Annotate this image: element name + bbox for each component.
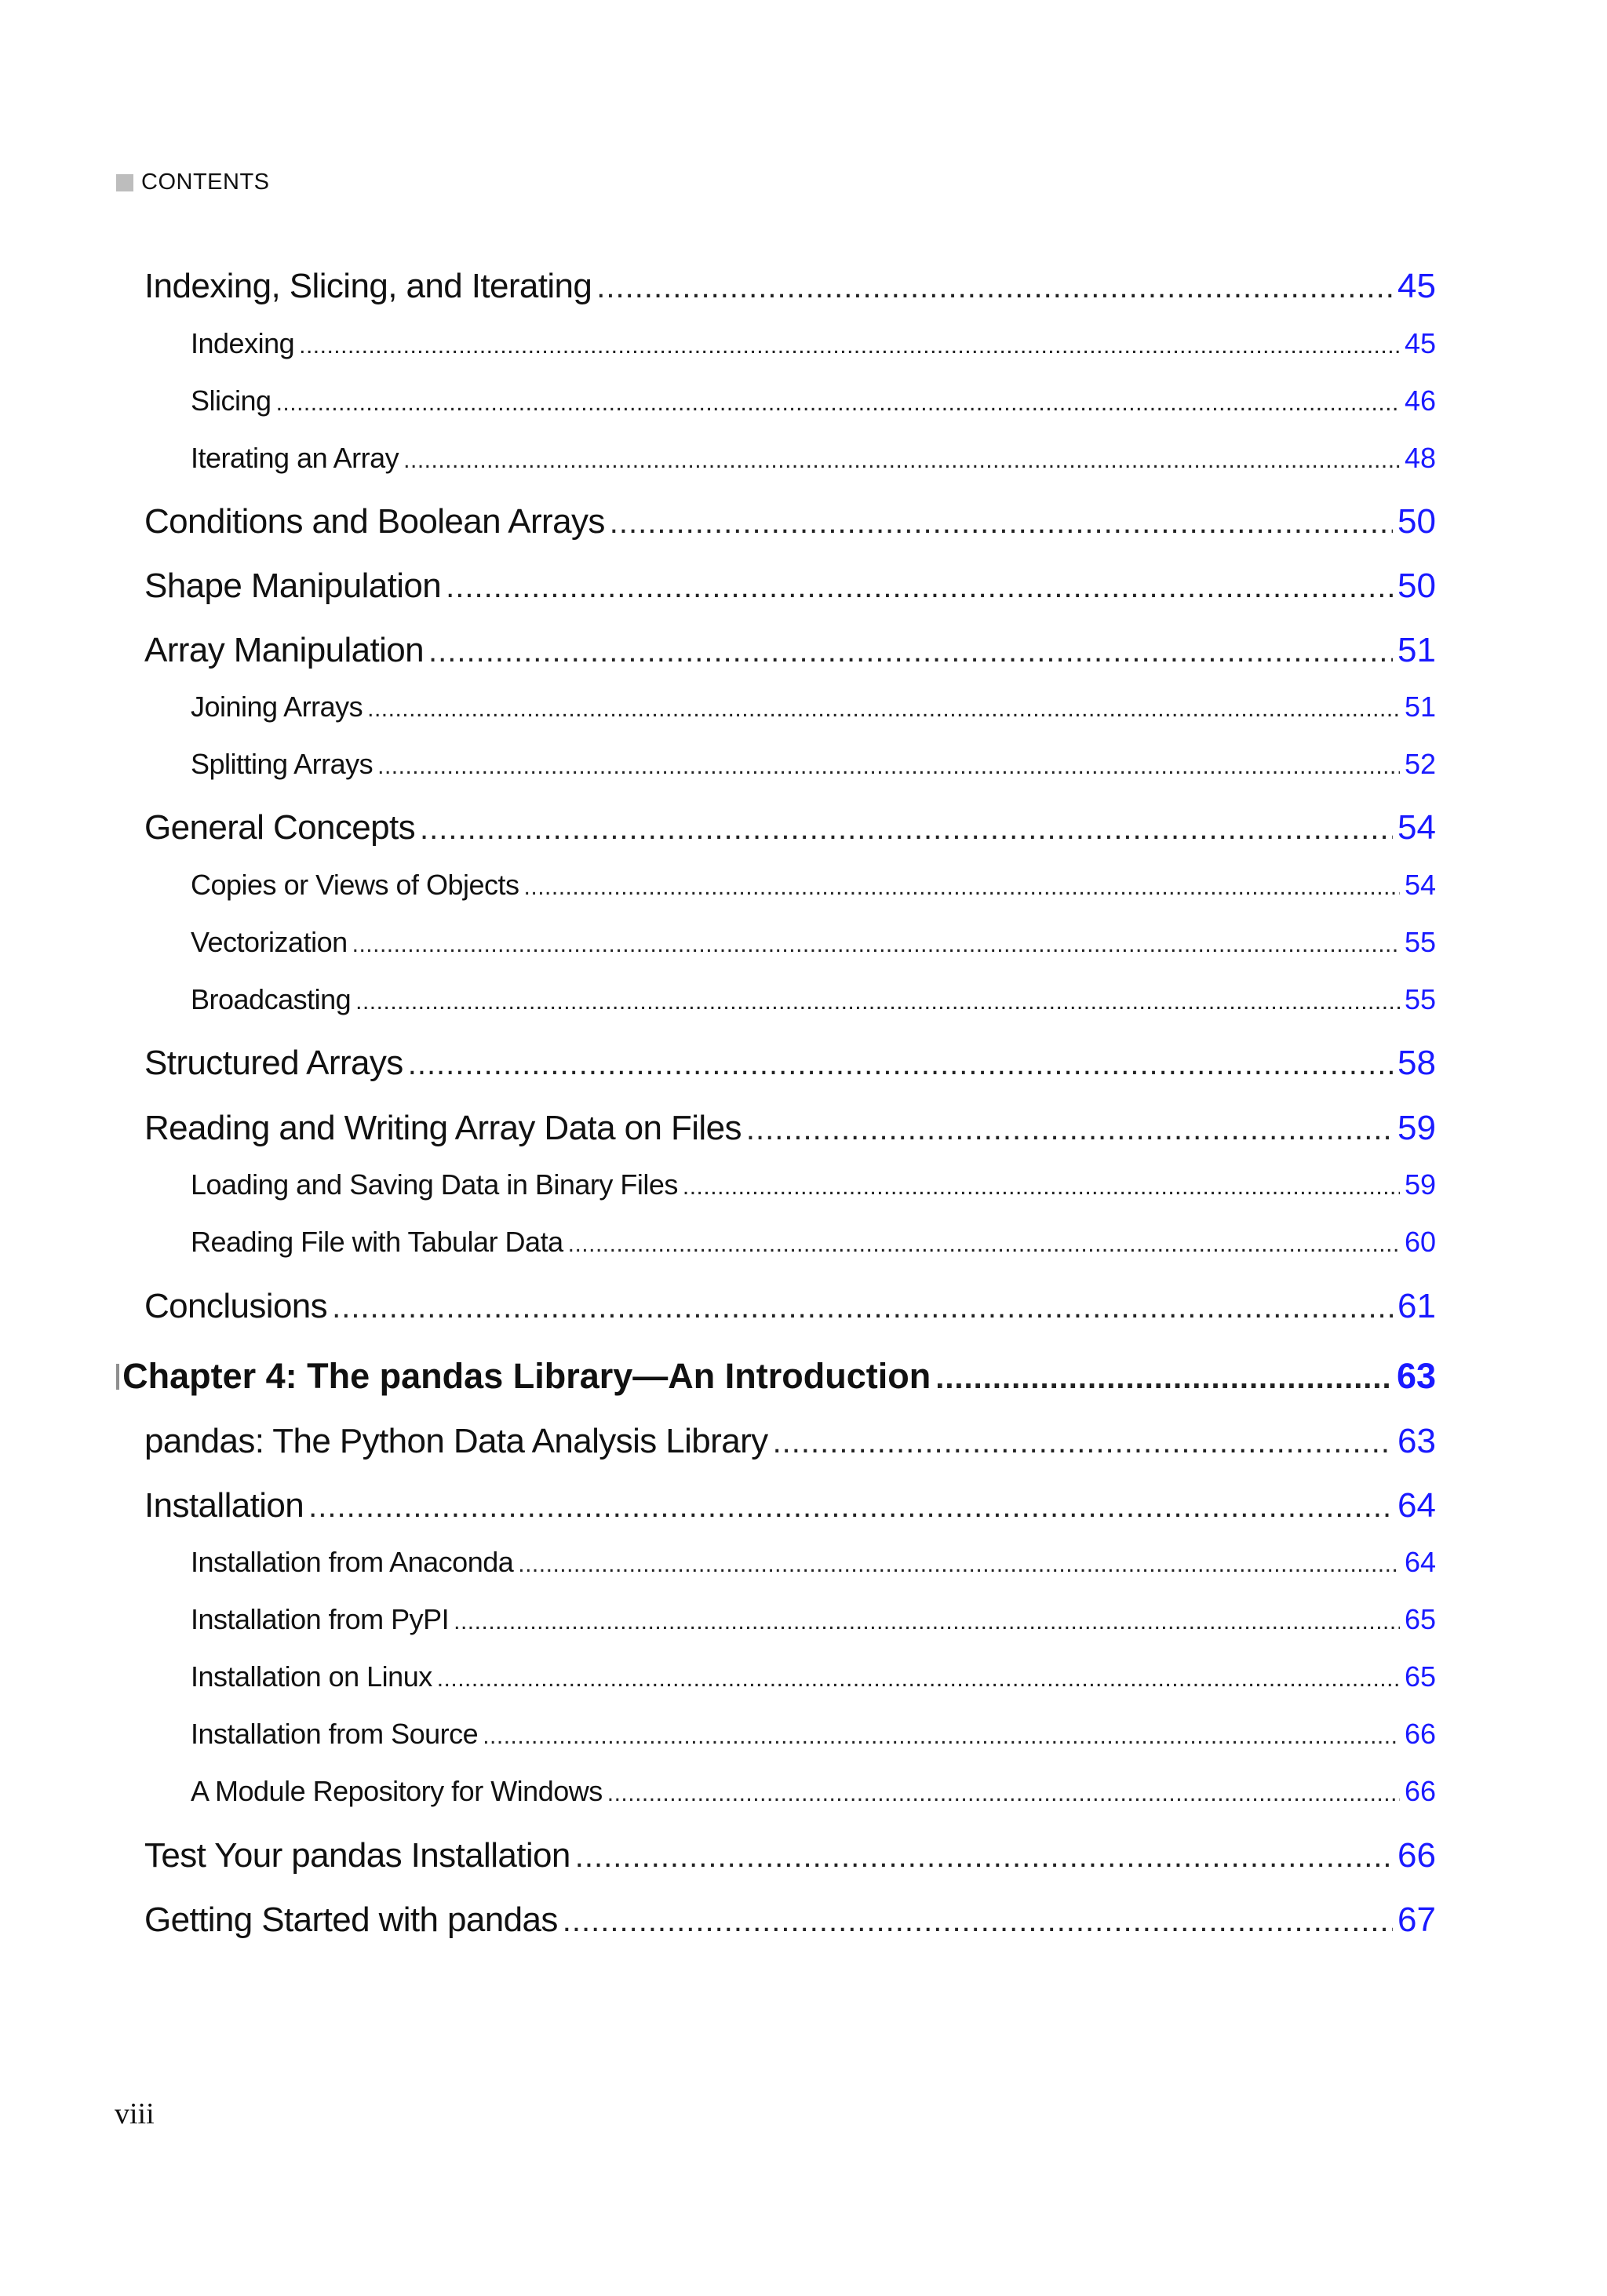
dot-leader [773, 1425, 1393, 1460]
dot-leader [408, 1047, 1393, 1082]
header-label: CONTENTS [141, 169, 270, 195]
dot-leader [563, 1904, 1393, 1939]
toc-section-entry[interactable] [144, 267, 1436, 306]
toc-entry-page-number[interactable]: 51 [1404, 691, 1436, 723]
toc-subsection-entry[interactable] [191, 1718, 1436, 1751]
dot-leader [483, 1723, 1400, 1750]
toc-subsection-entry[interactable] [191, 1660, 1436, 1693]
toc-entry-title: Indexing, Slicing, and Iterating [144, 267, 592, 305]
toc-subsection-entry[interactable] [191, 327, 1436, 360]
toc-entry-title: Installation from PyPI [191, 1603, 450, 1635]
toc-entry-title: Conclusions [144, 1287, 328, 1325]
toc-entry-page-number[interactable]: 54 [1397, 808, 1436, 847]
toc-entry-title: Loading and Saving Data in Binary Files [191, 1168, 678, 1201]
toc-section-entry[interactable] [144, 1901, 1436, 1940]
toc-entry-title: Indexing [191, 327, 295, 359]
toc-subsection-entry[interactable] [191, 1603, 1436, 1636]
toc-section-entry[interactable] [144, 1422, 1436, 1461]
toc-subsection-entry[interactable] [191, 1546, 1436, 1579]
toc-entry-title: Structured Arrays [144, 1044, 403, 1082]
toc-section-entry[interactable] [144, 567, 1436, 606]
toc-section-entry[interactable] [144, 502, 1436, 541]
dot-leader [276, 390, 1400, 417]
toc-entry-page-number[interactable]: 66 [1404, 1775, 1436, 1807]
toc-subsection-entry[interactable] [191, 869, 1436, 902]
toc-entry-title: Installation on Linux [191, 1660, 432, 1693]
toc-section-entry[interactable] [144, 631, 1436, 670]
toc-entry-title: Vectorization [191, 926, 348, 958]
toc-entry-page-number[interactable]: 66 [1397, 1836, 1436, 1875]
toc-entry-title: A Module Repository for Windows [191, 1775, 603, 1807]
toc-entry-title: pandas: The Python Data Analysis Library [144, 1422, 768, 1460]
toc-entry-title: Reading File with Tabular Data [191, 1226, 563, 1258]
running-header [116, 169, 270, 195]
toc-entry-title: Test Your pandas Installation [144, 1836, 570, 1875]
toc-entry-title: Array Manipulation [144, 631, 425, 669]
toc-entry-page-number[interactable]: 58 [1397, 1044, 1436, 1082]
toc-entry-page-number[interactable]: 45 [1397, 267, 1436, 305]
toc-entry-title: Reading and Writing Array Data on Files [144, 1109, 742, 1147]
toc-entry-page-number[interactable]: 60 [1404, 1226, 1436, 1258]
toc-entry-page-number[interactable]: 64 [1397, 1486, 1436, 1525]
toc-entry-page-number[interactable]: 59 [1404, 1168, 1436, 1201]
toc-entry-page-number[interactable]: 66 [1404, 1718, 1436, 1750]
dot-leader [420, 811, 1393, 847]
dot-leader [299, 333, 1400, 359]
toc-entry-title: Installation from Source [191, 1718, 479, 1750]
toc-entry-page-number[interactable]: 55 [1404, 926, 1436, 958]
chapter-square-icon [116, 1364, 119, 1390]
toc-entry-page-number[interactable]: 48 [1404, 442, 1436, 474]
dot-leader [607, 1780, 1400, 1807]
toc-entry-page-number[interactable]: 52 [1404, 748, 1436, 780]
toc-subsection-entry[interactable] [191, 1168, 1436, 1201]
toc-entry-page-number[interactable]: 51 [1397, 631, 1436, 669]
toc-entry-page-number[interactable]: 46 [1404, 384, 1436, 417]
toc-entry-page-number[interactable]: 50 [1397, 502, 1436, 541]
toc-entry-title: Slicing [191, 384, 271, 417]
dot-leader [355, 989, 1400, 1015]
toc-section-entry[interactable] [144, 808, 1436, 847]
toc-entry-title: Joining Arrays [191, 691, 363, 723]
dot-leader [308, 1489, 1393, 1525]
toc-entry-title: Getting Started with pandas [144, 1901, 558, 1939]
toc-entry-page-number[interactable]: 65 [1404, 1660, 1436, 1693]
dot-leader [454, 1609, 1400, 1635]
toc-entry-title: Splitting Arrays [191, 748, 374, 780]
dot-leader [403, 447, 1400, 474]
dot-leader [446, 570, 1393, 605]
toc-entry-page-number[interactable]: 61 [1397, 1287, 1436, 1325]
dot-leader [518, 1551, 1400, 1578]
dot-leader [596, 270, 1393, 305]
toc-entry-page-number[interactable]: 65 [1404, 1603, 1436, 1635]
dot-leader [575, 1839, 1393, 1875]
toc-subsection-entry[interactable] [191, 1775, 1436, 1808]
dot-leader [746, 1112, 1393, 1147]
toc-entry-page-number[interactable]: 54 [1404, 869, 1436, 901]
dot-leader [428, 634, 1393, 669]
toc-entry-page-number[interactable]: 59 [1397, 1109, 1436, 1147]
toc-subsection-entry[interactable] [191, 983, 1436, 1016]
toc-subsection-entry[interactable] [191, 926, 1436, 959]
dot-leader [367, 696, 1400, 723]
toc-section-entry[interactable] [144, 1109, 1436, 1148]
toc-entry-title: Conditions and Boolean Arrays [144, 502, 605, 541]
page-number-footer: viii [115, 2097, 155, 2130]
toc-chapter-entry[interactable] [116, 1356, 1436, 1397]
dot-leader [332, 1290, 1393, 1325]
dot-leader [437, 1666, 1400, 1693]
toc-entry-page-number[interactable]: 50 [1397, 567, 1436, 605]
toc-section-entry[interactable] [144, 1486, 1436, 1525]
toc-subsection-entry[interactable] [191, 691, 1436, 723]
toc-entry-page-number[interactable]: 63 [1397, 1422, 1436, 1460]
dot-leader [377, 753, 1400, 780]
toc-subsection-entry[interactable] [191, 384, 1436, 417]
dot-leader [524, 874, 1400, 901]
toc-entry-page-number[interactable]: 55 [1404, 983, 1436, 1015]
dot-leader [610, 505, 1393, 541]
toc-entry-title: Chapter 4: The pandas Library—An Introduction [122, 1356, 931, 1396]
toc-entry-title: Copies or Views of Objects [191, 869, 519, 901]
toc-section-entry[interactable] [144, 1836, 1436, 1875]
header-square-icon [116, 174, 133, 191]
toc-subsection-entry[interactable] [191, 1226, 1436, 1259]
toc-subsection-entry[interactable] [191, 748, 1436, 781]
toc-entry-title: General Concepts [144, 808, 416, 847]
toc-entry-title: Shape Manipulation [144, 567, 442, 605]
toc-section-entry[interactable] [144, 1044, 1436, 1083]
toc-entry-title: Iterating an Array [191, 442, 399, 474]
dot-leader [683, 1174, 1400, 1201]
dot-leader [352, 931, 1400, 958]
dot-leader [568, 1231, 1400, 1258]
toc-entry-page-number[interactable]: 67 [1397, 1901, 1436, 1939]
toc-entry-page-number[interactable]: 64 [1404, 1546, 1436, 1578]
toc-section-entry[interactable] [144, 1287, 1436, 1326]
toc-entry-title: Installation from Anaconda [191, 1546, 514, 1578]
toc-subsection-entry[interactable] [191, 442, 1436, 475]
dot-leader [935, 1361, 1392, 1396]
toc-entry-page-number[interactable]: 63 [1396, 1356, 1436, 1396]
toc-entry-title: Broadcasting [191, 983, 352, 1015]
toc-entry-title: Installation [144, 1486, 304, 1525]
toc-entry-page-number[interactable]: 45 [1404, 327, 1436, 359]
